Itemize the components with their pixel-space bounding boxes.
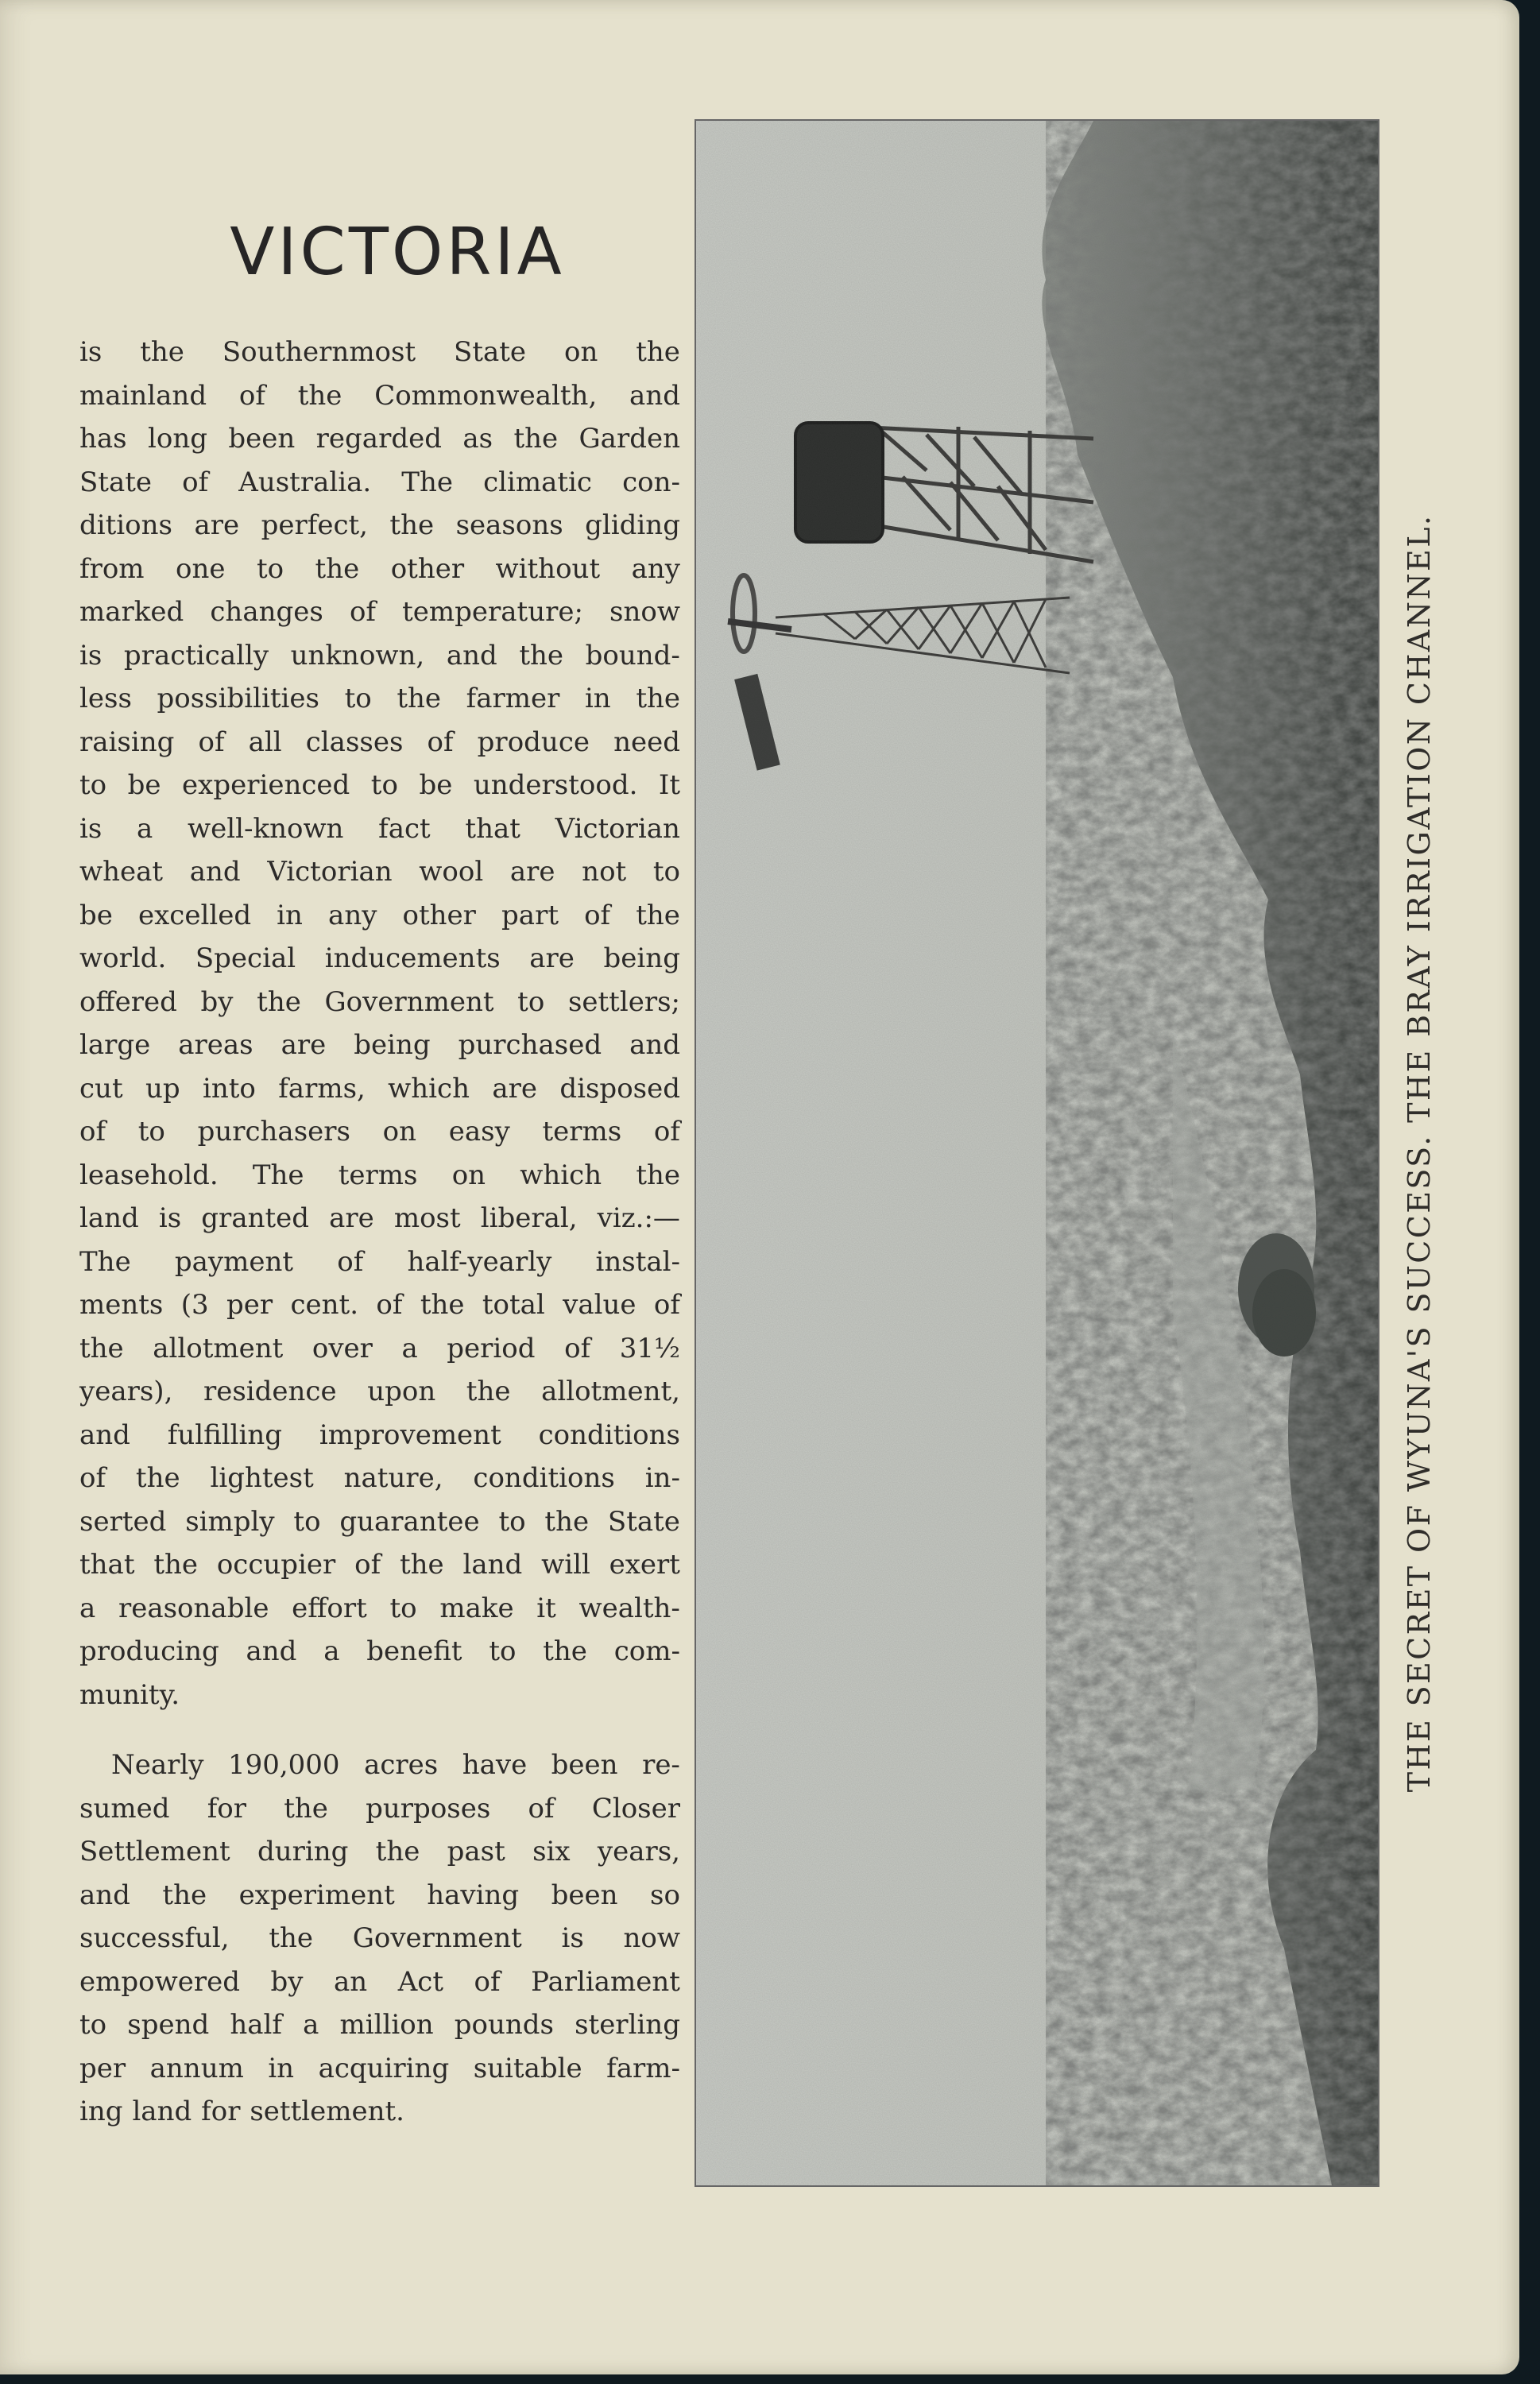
text-line: Nearly 190,000 acres have been re- <box>111 1749 680 1781</box>
text-line: years), residence upon the allotment, <box>79 1376 680 1407</box>
photo-caption-area <box>1386 119 1453 2187</box>
text-line: is the Southernmost State on the <box>79 336 680 368</box>
text-line: offered by the Government to settlers; <box>79 985 680 1018</box>
text-line: producing and a benefit to the com- <box>79 1635 680 1667</box>
text-line: empowered by an Act of Parliament <box>79 1965 680 1998</box>
text-line: to be experienced to be understood. It <box>79 769 680 801</box>
text-line: ing land for settlement. <box>79 2096 404 2127</box>
text-line: munity. <box>79 1678 180 1711</box>
text-line: sumed for the purposes of Closer <box>79 1792 680 1825</box>
text-line: that the occupier of the land will exert <box>79 1549 680 1581</box>
text-line: and fulfilling improvement conditions <box>79 1418 680 1451</box>
text-line: land is granted are most liberal, viz.:— <box>79 1202 680 1234</box>
text-line: of the lightest nature, conditions in- <box>79 1462 680 1494</box>
text-line: ditions are perfect, the seasons gliding <box>79 509 680 541</box>
paragraph-1 <box>79 331 680 1716</box>
text-line: be excelled in any other part of the <box>79 899 680 931</box>
text-line: wheat and Victorian wool are not to <box>79 856 680 888</box>
photo-caption: THE SECRET OF WYUNA'S SUCCESS. THE BRAY IRRIGATION CHANNEL. <box>1402 513 1437 1793</box>
text-line: world. Special inducements are being <box>79 942 680 974</box>
text-line: and the experiment having been so <box>79 1879 680 1911</box>
text-line: leasehold. The terms on which the <box>79 1159 680 1191</box>
text-line: ments (3 per cent. of the total value of <box>79 1289 680 1321</box>
text-line: serted simply to guarantee to the State <box>79 1505 680 1538</box>
text-line: has long been regarded as the Garden <box>79 423 680 455</box>
text-line: mainland of the Commonwealth, and <box>79 379 680 412</box>
text-line: large areas are being purchased and <box>79 1029 680 1061</box>
text-line: a reasonable effort to make it wealth- <box>79 1592 680 1624</box>
paragraph-2 <box>79 1743 680 2134</box>
text-line: to spend half a million pounds sterling <box>79 2009 680 2041</box>
text-line: per annum in acquiring suitable farm- <box>79 2052 680 2084</box>
text-line: raising of all classes of produce need <box>79 726 680 758</box>
text-line: cut up into farms, which are disposed <box>79 1072 680 1105</box>
text-line: marked changes of temperature; snow <box>79 596 680 628</box>
body-text <box>79 331 680 2134</box>
irrigation-photo <box>695 119 1379 2187</box>
text-line: Settlement during the past six years, <box>79 1836 680 1867</box>
page-title: VICTORIA <box>230 215 565 290</box>
text-line: The payment of half-yearly instal- <box>79 1245 680 1278</box>
text-line: is practically unknown, and the bound- <box>79 639 680 671</box>
text-line: successful, the Government is now <box>79 1922 680 1954</box>
text-line: less possibilities to the farmer in the <box>79 683 680 714</box>
text-line: of to purchasers on easy terms of <box>79 1116 680 1147</box>
text-line: is a well-known fact that Victorian <box>79 812 680 845</box>
text-line: State of Australia. The climatic con- <box>79 466 680 498</box>
text-line: the allotment over a period of 31½ <box>79 1332 680 1364</box>
text-line: from one to the other without any <box>79 552 680 585</box>
